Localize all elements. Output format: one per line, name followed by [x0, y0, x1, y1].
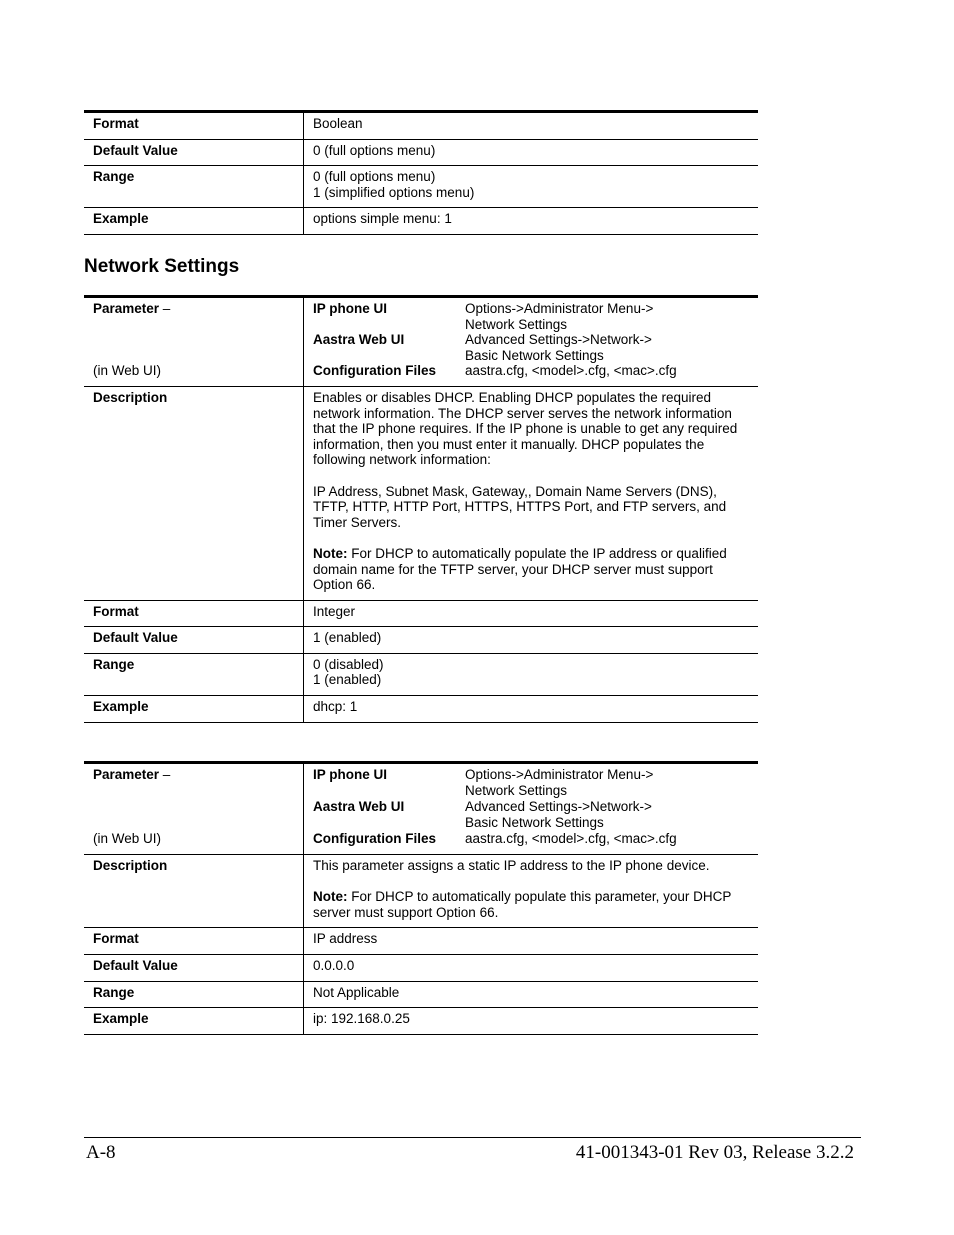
parameter-label-cell	[84, 297, 304, 387]
location-label: Aastra Web UI	[313, 799, 405, 815]
parameter-word: Parameter	[93, 301, 160, 316]
location-label: Configuration Files	[313, 363, 436, 379]
table-row	[84, 208, 758, 235]
table-row	[84, 928, 758, 955]
row-label: Description	[84, 854, 304, 927]
description-paragraph: IP Address, Subnet Mask, Gateway,, Domain Name Servers (DNS), TFTP, HTTP, HTTP Port, HTTPS, HTTPS Port, and FTP servers, and Timer Servers.	[313, 483, 727, 530]
row-value: ip: 192.168.0.25	[304, 1008, 759, 1035]
row-value: 0.0.0.0	[304, 954, 759, 981]
table-row	[84, 696, 758, 723]
row-value: Integer	[304, 600, 759, 627]
row-label: Range	[84, 166, 304, 208]
table-row	[84, 600, 758, 627]
parameter-label	[93, 767, 294, 783]
row-label: Default Value	[84, 954, 304, 981]
location-grid	[313, 767, 749, 847]
options-menu-table	[84, 110, 758, 235]
table-row	[84, 653, 758, 695]
note-label: Note:	[313, 545, 348, 561]
row-label: Default Value	[84, 627, 304, 654]
table-row	[84, 981, 758, 1008]
row-value: IP address	[304, 928, 759, 955]
dhcp-parameter-table	[84, 295, 758, 723]
description-cell	[304, 386, 759, 600]
location-value: Options->Administrator Menu-> Network Settings	[465, 767, 654, 798]
table-row	[84, 166, 758, 208]
parameter-label-cell	[84, 763, 304, 855]
table-row	[84, 297, 758, 387]
row-label: Format	[84, 112, 304, 140]
page-number: A-8	[86, 1142, 116, 1163]
parameter-label-block	[93, 767, 294, 847]
table-row	[84, 763, 758, 855]
table-row	[84, 386, 758, 600]
document-id: 41-001343-01 Rev 03, Release 3.2.2	[575, 1142, 854, 1163]
location-value: Advanced Settings->Network-> Basic Network Settings	[465, 332, 652, 363]
parameter-label	[93, 301, 294, 317]
table-row	[84, 854, 758, 927]
row-value: options simple menu: 1	[304, 208, 759, 235]
description-paragraph: Enables or disables DHCP. Enabling DHCP populates the required network information. The DHCP server serves the network information that the IP phone requires. If the IP phone is unable to get any required information, then you must enter it manually. DHCP populates the following network information:	[313, 389, 738, 468]
parameter-locations	[304, 763, 759, 855]
row-label: Example	[84, 208, 304, 235]
footer-divider	[84, 1137, 861, 1138]
table-row	[84, 954, 758, 981]
row-label: Range	[84, 981, 304, 1008]
table-row	[84, 627, 758, 654]
location-value: aastra.cfg, <model>.cfg, <mac>.cfg	[465, 363, 677, 379]
location-label: IP phone UI	[313, 767, 388, 782]
row-label: Format	[84, 928, 304, 955]
table-row	[84, 112, 758, 140]
location-label: Aastra Web UI	[313, 332, 405, 348]
note-paragraph	[313, 889, 749, 920]
note-text: For DHCP to automatically populate this parameter, your DHCP server must support Option 66.	[313, 889, 732, 920]
parameter-dash: –	[159, 301, 171, 316]
description-cell	[304, 854, 759, 927]
location-label: Configuration Files	[313, 831, 436, 847]
row-value: dhcp: 1	[304, 696, 759, 723]
row-label: Example	[84, 696, 304, 723]
parameter-label-block	[93, 301, 294, 379]
location-label: IP phone UI	[313, 301, 388, 316]
note-text: For DHCP to automatically populate the IP address or qualified domain name for the TFTP server, your DHCP server must support Option 66.	[313, 545, 727, 593]
table-row	[84, 1008, 758, 1035]
parameter-dash: –	[159, 767, 171, 782]
parameter-locations	[304, 297, 759, 387]
row-value: 0 (full options menu) 1 (simplified options menu)	[304, 166, 759, 208]
note-label: Note:	[313, 889, 348, 905]
row-value: 1 (enabled)	[304, 627, 759, 654]
row-label: Range	[84, 653, 304, 695]
location-grid	[313, 301, 749, 379]
row-value: 0 (full options menu)	[304, 139, 759, 166]
section-heading: Network Settings	[84, 256, 240, 277]
row-label: Default Value	[84, 139, 304, 166]
ip-parameter-table	[84, 761, 758, 1035]
row-label: Format	[84, 600, 304, 627]
note-paragraph	[313, 546, 749, 593]
row-label: Example	[84, 1008, 304, 1035]
row-value: 0 (disabled) 1 (enabled)	[304, 653, 759, 695]
row-label: Description	[84, 386, 304, 600]
row-value: Boolean	[304, 112, 759, 140]
description-paragraph: This parameter assigns a static IP address to the IP phone device.	[313, 857, 710, 873]
web-ui-label: (in Web UI)	[93, 363, 162, 379]
parameter-word: Parameter	[93, 767, 160, 782]
location-value: Advanced Settings->Network-> Basic Network Settings	[465, 799, 652, 830]
table-row	[84, 139, 758, 166]
location-value: aastra.cfg, <model>.cfg, <mac>.cfg	[465, 831, 677, 847]
web-ui-label: (in Web UI)	[93, 831, 162, 847]
location-value: Options->Administrator Menu-> Network Settings	[465, 301, 654, 332]
row-value: Not Applicable	[304, 981, 759, 1008]
